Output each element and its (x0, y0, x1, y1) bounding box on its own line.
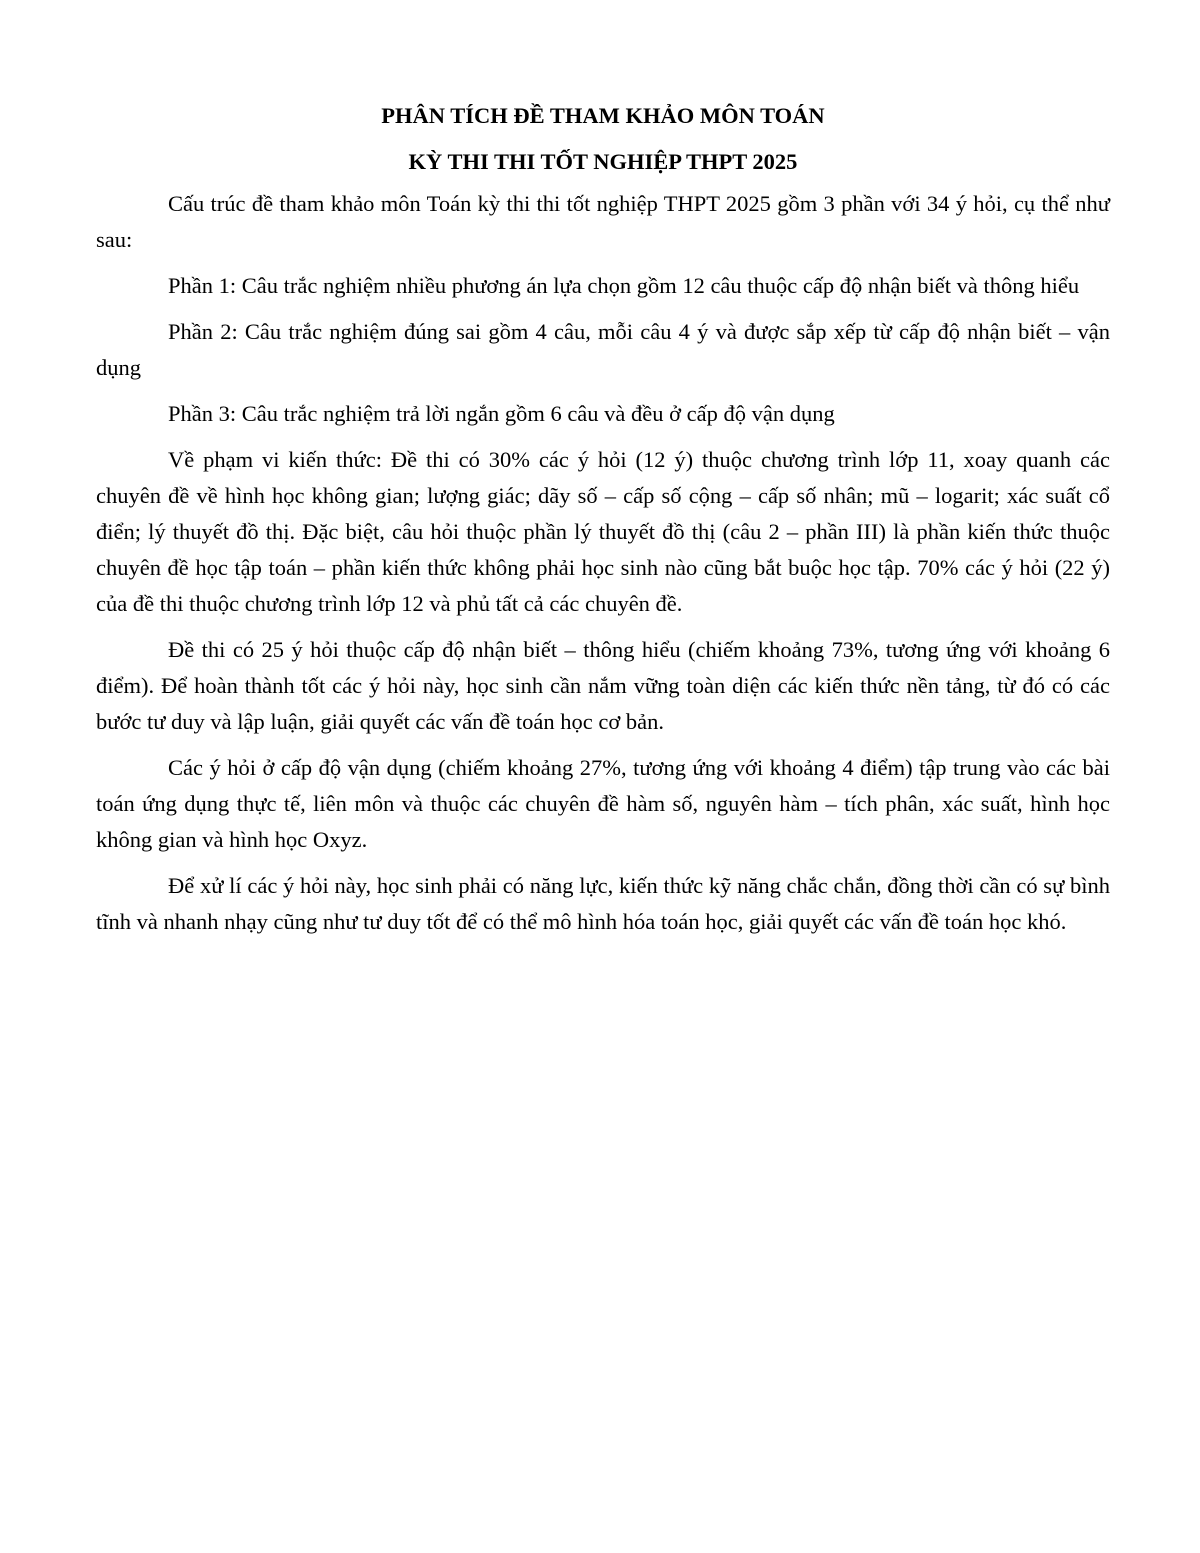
document-subtitle: KỲ THI THI TỐT NGHIỆP THPT 2025 (408, 149, 798, 174)
paragraph-part-1: Phần 1: Câu trắc nghiệm nhiều phương án lựa chọn gồm 12 câu thuộc cấp độ nhận biết và thông hiểu (168, 273, 1080, 298)
paragraph-knowledge-scope: Về phạm vi kiến thức: Đề thi có 30% các ý hỏi (12 ý) thuộc chương trình lớp 11, xoay quanh các chuyên đề về hình học không gian; lượng giác; dãy số – cấp số cộng – cấp số nhân; mũ – logarit; xác suất cổ điển; lý thuyết đồ thị. Đặc biệt, câu hỏi thuộc phần lý thuyết đồ thị (câu 2 – phần III) là phần kiến thức thuộc chuyên đề học tập toán – phần kiến thức không phải học sinh nào cũng bắt buộc học tập. 70% các ý hỏi (22 ý) của đề thi thuộc chương trình lớp 12 và phủ tất cả các chuyên đề. (96, 447, 1110, 616)
paragraph-recognition-level: Đề thi có 25 ý hỏi thuộc cấp độ nhận biết – thông hiểu (chiếm khoảng 73%, tương ứng với khoảng 6 điểm). Để hoàn thành tốt các ý hỏi này, học sinh cần nắm vững toàn diện các kiến thức nền tảng, từ đó có các bước tư duy và lập luận, giải quyết các vấn đề toán học cơ bản. (96, 637, 1110, 734)
document-title: PHÂN TÍCH ĐỀ THAM KHẢO MÔN TOÁN (381, 103, 825, 128)
document-body (96, 96, 1110, 950)
paragraph-part-3: Phần 3: Câu trắc nghiệm trả lời ngắn gồm 6 câu và đều ở cấp độ vận dụng (168, 401, 835, 426)
paragraph-structure-intro: Cấu trúc đề tham khảo môn Toán kỳ thi thi tốt nghiệp THPT 2025 gồm 3 phần với 34 ý hỏi, cụ thể như sau: (96, 191, 1110, 252)
paragraph-application-level: Các ý hỏi ở cấp độ vận dụng (chiếm khoảng 27%, tương ứng với khoảng 4 điểm) tập trung vào các bài toán ứng dụng thực tế, liên môn và thuộc các chuyên đề hàm số, nguyên hàm – tích phân, xác suất, hình học không gian và hình học Oxyz. (96, 755, 1110, 852)
paragraph-part-2: Phần 2: Câu trắc nghiệm đúng sai gồm 4 câu, mỗi câu 4 ý và được sắp xếp từ cấp độ nhận biết – vận dụng (96, 319, 1110, 380)
paragraph-conclusion: Để xử lí các ý hỏi này, học sinh phải có năng lực, kiến thức kỹ năng chắc chắn, đồng thời cần có sự bình tĩnh và nhanh nhạy cũng như tư duy tốt để có thể mô hình hóa toán học, giải quyết các vấn đề toán học khó. (96, 873, 1110, 934)
